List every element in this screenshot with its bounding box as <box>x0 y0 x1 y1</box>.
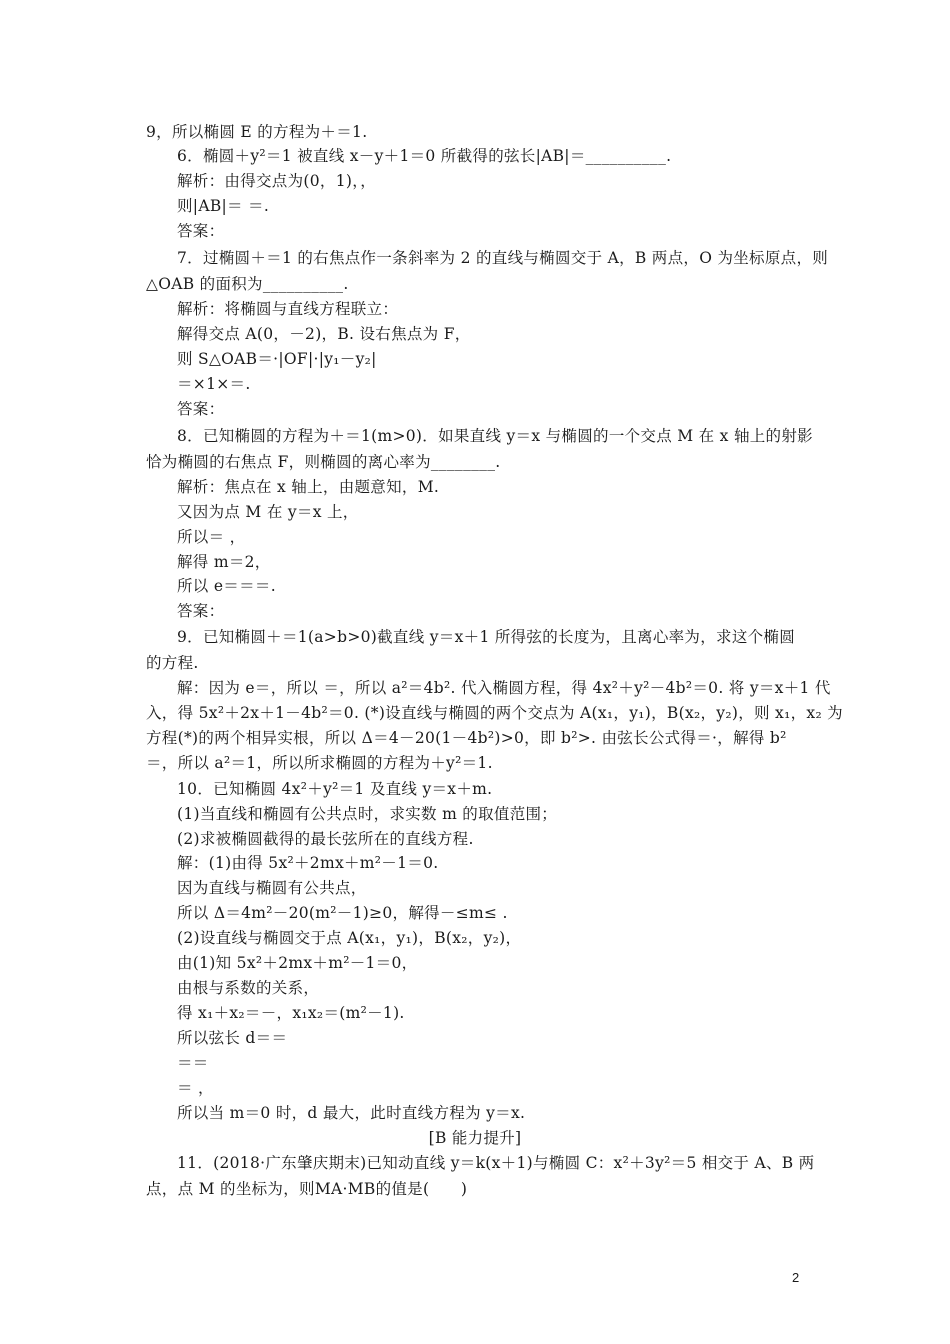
text-line: 则|AB|＝ ＝. <box>177 197 270 215</box>
text-line: 所以当 m＝0 时，d 最大，此时直线方程为 y＝x. <box>177 1104 526 1122</box>
text-line: 解得交点 A(0，－2)，B. 设右焦点为 F， <box>177 325 471 343</box>
text-line: 恰为椭圆的右焦点 F，则椭圆的离心率为________. <box>146 453 501 471</box>
question-9: 9．已知椭圆＋＝1(a>b>0)截直线 y＝x＋1 所得弦的长度为，且离心率为，求这个椭圆 <box>177 628 796 646</box>
text-line: (1)当直线和椭圆有公共点时，求实数 m 的取值范围； <box>177 805 558 823</box>
text-line: △OAB 的面积为__________. <box>146 275 349 293</box>
page-number: 2 <box>792 1270 800 1285</box>
text-line: 所以 e＝＝＝. <box>177 577 276 595</box>
text-line: 所以弦长 d＝＝ <box>177 1029 288 1047</box>
text-line: 入，得 5x²＋2x＋1－4b²＝0. (*)设直线与椭圆的两个交点为 A(x₁，y₁)，B(x₂，y₂)，则 x₁，x₂ 为 <box>146 704 843 722</box>
text-line: ＝＝ <box>177 1054 209 1072</box>
question-8: 8．已知椭圆的方程为＋＝1(m>0)．如果直线 y＝x 与椭圆的一个交点 M 在 x 轴上的射影 <box>177 427 813 445</box>
answer-label: 答案： <box>177 400 225 418</box>
text-line: 解：因为 e＝，所以 ＝，所以 a²＝4b². 代入椭圆方程，得 4x²＋y²－4b²＝0. 将 y＝x＋1 代 <box>177 679 831 697</box>
text-line: ＝ ， <box>177 1079 214 1097</box>
text-line: 因为直线与椭圆有公共点， <box>177 879 367 897</box>
text-line: 解析：焦点在 x 轴上，由题意知，M. <box>177 478 440 496</box>
text-line: 则 S△OAB＝·|OF|·|y₁－y₂| <box>177 350 377 368</box>
text-line: 的方程. <box>146 654 199 672</box>
answer-label: 答案： <box>177 222 225 240</box>
question-7: 7．过椭圆＋＝1 的右焦点作一条斜率为 2 的直线与椭圆交于 A，B 两点，O 为坐标原点，则 <box>177 249 829 267</box>
text-line: 得 x₁＋x₂＝－，x₁x₂＝(m²－1). <box>177 1004 405 1022</box>
text-line: (2)设直线与椭圆交于点 A(x₁，y₁)，B(x₂，y₂)， <box>177 929 522 947</box>
text-line: 又因为点 M 在 y＝x 上， <box>177 503 359 521</box>
text-line: 9，所以椭圆 E 的方程为＋＝1. <box>146 123 368 141</box>
text-line: 方程(*)的两个相异实根，所以 Δ＝4－20(1－4b²)>0，即 b²>. 由弦长公式得＝·，解得 b² <box>146 729 787 747</box>
question-10: 10．已知椭圆 4x²＋y²＝1 及直线 y＝x＋m. <box>177 780 493 798</box>
text-line: (2)求被椭圆截得的最长弦所在的直线方程. <box>177 830 474 848</box>
section-heading: [B 能力提升] <box>428 1129 522 1147</box>
text-line: 由根与系数的关系， <box>177 979 320 997</box>
text-line: ＝，所以 a²＝1，所以所求椭圆的方程为＋y²＝1. <box>146 754 493 772</box>
text-line: 解析：将椭圆与直线方程联立： <box>177 300 399 318</box>
answer-label: 答案： <box>177 602 225 620</box>
text-line: 解：(1)由得 5x²＋2mx＋m²－1＝0. <box>177 854 439 872</box>
text-line: 所以 Δ＝4m²－20(m²－1)≥0，解得－≤m≤ . <box>177 904 508 922</box>
question-6: 6．椭圆＋y²＝1 被直线 x－y＋1＝0 所截得的弦长|AB|＝__________. <box>177 147 672 165</box>
text-line: 点，点 M 的坐标为，则MA·MB的值是( ) <box>146 1180 468 1198</box>
question-11: 11．(2018·广东肇庆期末)已知动直线 y＝k(x＋1)与椭圆 C：x²＋3y²＝5 相交于 A、B 两 <box>177 1154 815 1172</box>
text-line: 所以＝ ， <box>177 528 246 546</box>
text-line: ＝×1×＝. <box>177 375 251 393</box>
text-line: 解析：由得交点为(0，1)，， <box>177 172 377 190</box>
text-line: 解得 m＝2， <box>177 553 271 571</box>
text-line: 由(1)知 5x²＋2mx＋m²－1＝0， <box>177 954 418 972</box>
